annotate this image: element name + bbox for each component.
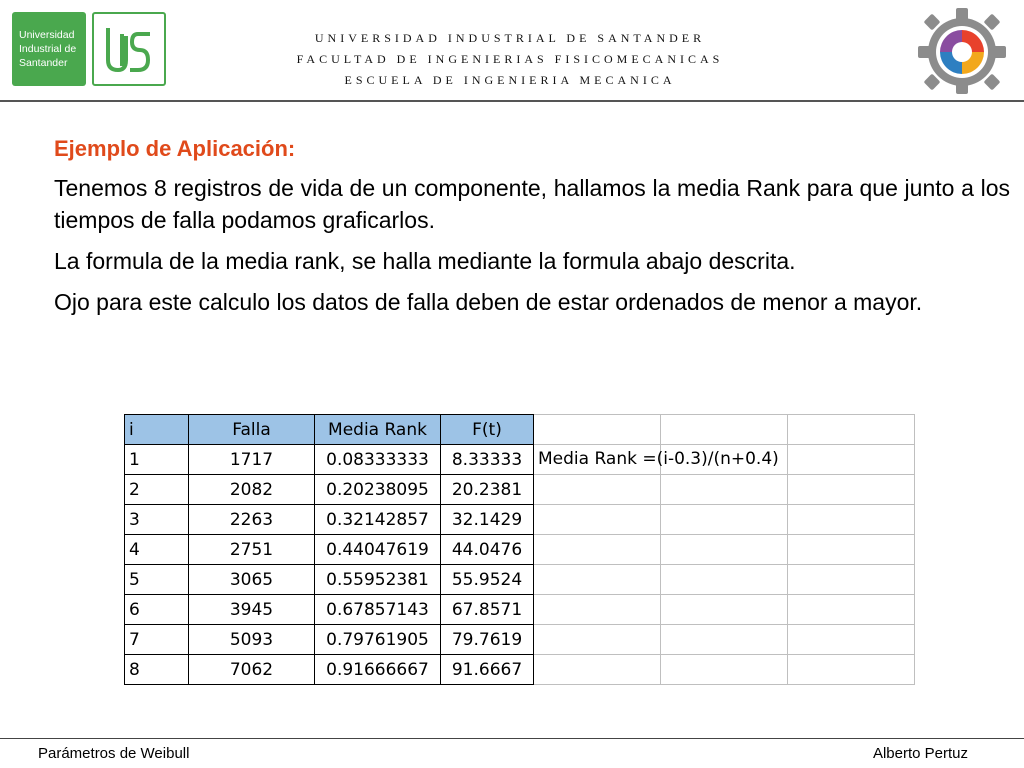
cell-falla: 1717 (189, 445, 315, 475)
cell-media-rank: 0.79761905 (315, 625, 441, 655)
table-row (125, 565, 915, 595)
formula-text: Media Rank =(i-0.3)/(n+0.4) (538, 449, 779, 469)
cell-i: 6 (125, 595, 189, 625)
header-line-university: UNIVERSIDAD INDUSTRIAL DE SANTANDER (314, 31, 706, 45)
header-cell-i: i (125, 415, 189, 445)
empty-cell (661, 475, 788, 505)
paragraph-records: Tenemos 8 registros de vida de un componente, hallamos la media Rank para que junto a los tiempos de falla podamos graficarlos. (54, 175, 1010, 233)
empty-cell (661, 565, 788, 595)
empty-cell (534, 625, 661, 655)
cell-media-rank: 0.67857143 (315, 595, 441, 625)
logo-text-line-3: Santander (19, 57, 68, 69)
cell-falla: 2082 (189, 475, 315, 505)
logo-text-line-2: Industrial de (19, 43, 77, 55)
cell-media-rank: 0.55952381 (315, 565, 441, 595)
header-divider (0, 100, 1024, 102)
table-row (125, 535, 915, 565)
header-line-school: ESCUELA DE INGENIERIA MECANICA (344, 73, 676, 87)
empty-cell (534, 475, 661, 505)
table-row (125, 625, 915, 655)
paragraph-sorting-note: Ojo para este calculo los datos de falla deben de estar ordenados de menor a mayor. (54, 289, 923, 315)
institution-header (230, 28, 790, 91)
empty-cell (661, 595, 788, 625)
mechanical-school-gear-logo (916, 4, 1008, 96)
empty-cell (534, 415, 661, 445)
empty-cell (661, 535, 788, 565)
cell-ft: 79.7619 (441, 625, 534, 655)
empty-cell (661, 415, 788, 445)
cell-ft: 67.8571 (441, 595, 534, 625)
empty-cell (788, 445, 915, 475)
cell-ft: 91.6667 (441, 655, 534, 685)
median-rank-table (124, 414, 915, 685)
section-title: Ejemplo de Aplicación: (54, 136, 296, 161)
cell-ft: 20.2381 (441, 475, 534, 505)
cell-media-rank: 0.08333333 (315, 445, 441, 475)
header-line-faculty: FACULTAD DE INGENIERIAS FISICOMECANICAS (296, 52, 724, 66)
footer-author: Alberto Pertuz (872, 745, 968, 762)
formula-cell (534, 445, 779, 475)
cell-ft: 44.0476 (441, 535, 534, 565)
empty-cell (788, 655, 915, 685)
cell-i: 5 (125, 565, 189, 595)
empty-cell (534, 655, 661, 685)
empty-cell (788, 595, 915, 625)
empty-cell (788, 475, 915, 505)
slide-header (0, 0, 1024, 100)
table-row (125, 445, 915, 475)
cell-i: 7 (125, 625, 189, 655)
empty-cell (534, 535, 661, 565)
empty-cell (788, 565, 915, 595)
empty-cell (661, 625, 788, 655)
uis-mark-logo (92, 12, 166, 86)
cell-i: 8 (125, 655, 189, 685)
empty-cell (534, 595, 661, 625)
empty-cell (661, 505, 788, 535)
cell-i: 1 (125, 445, 189, 475)
empty-cell (534, 505, 661, 535)
cell-ft: 55.9524 (441, 565, 534, 595)
university-logo (12, 12, 86, 86)
cell-falla: 2751 (189, 535, 315, 565)
footer-divider (0, 738, 1024, 739)
table-row (125, 505, 915, 535)
cell-ft: 32.1429 (441, 505, 534, 535)
cell-falla: 7062 (189, 655, 315, 685)
header-cell-media-rank: Media Rank (315, 415, 441, 445)
empty-cell (788, 535, 915, 565)
logo-text-line-1: Universidad (19, 29, 75, 41)
empty-cell (788, 415, 915, 445)
table-row (125, 655, 915, 685)
header-cell-falla: Falla (189, 415, 315, 445)
cell-falla: 5093 (189, 625, 315, 655)
cell-media-rank: 0.20238095 (315, 475, 441, 505)
table-row (125, 475, 915, 505)
cell-i: 3 (125, 505, 189, 535)
empty-cell (661, 655, 788, 685)
cell-media-rank: 0.44047619 (315, 535, 441, 565)
cell-ft: 8.33333 (441, 445, 534, 475)
table-header-row (125, 415, 915, 445)
cell-falla: 3065 (189, 565, 315, 595)
empty-cell (788, 625, 915, 655)
cell-i: 4 (125, 535, 189, 565)
slide-body (54, 134, 1010, 327)
cell-media-rank: 0.32142857 (315, 505, 441, 535)
cell-falla: 3945 (189, 595, 315, 625)
empty-cell (788, 505, 915, 535)
header-cell-ft: F(t) (441, 415, 534, 445)
cell-falla: 2263 (189, 505, 315, 535)
cell-media-rank: 0.91666667 (315, 655, 441, 685)
table-row (125, 595, 915, 625)
empty-cell (534, 565, 661, 595)
uis-monogram-icon (94, 14, 164, 84)
cell-i: 2 (125, 475, 189, 505)
footer-topic: Parámetros de Weibull (38, 745, 190, 762)
paragraph-formula: La formula de la media rank, se halla mediante la formula abajo descrita. (54, 248, 796, 274)
